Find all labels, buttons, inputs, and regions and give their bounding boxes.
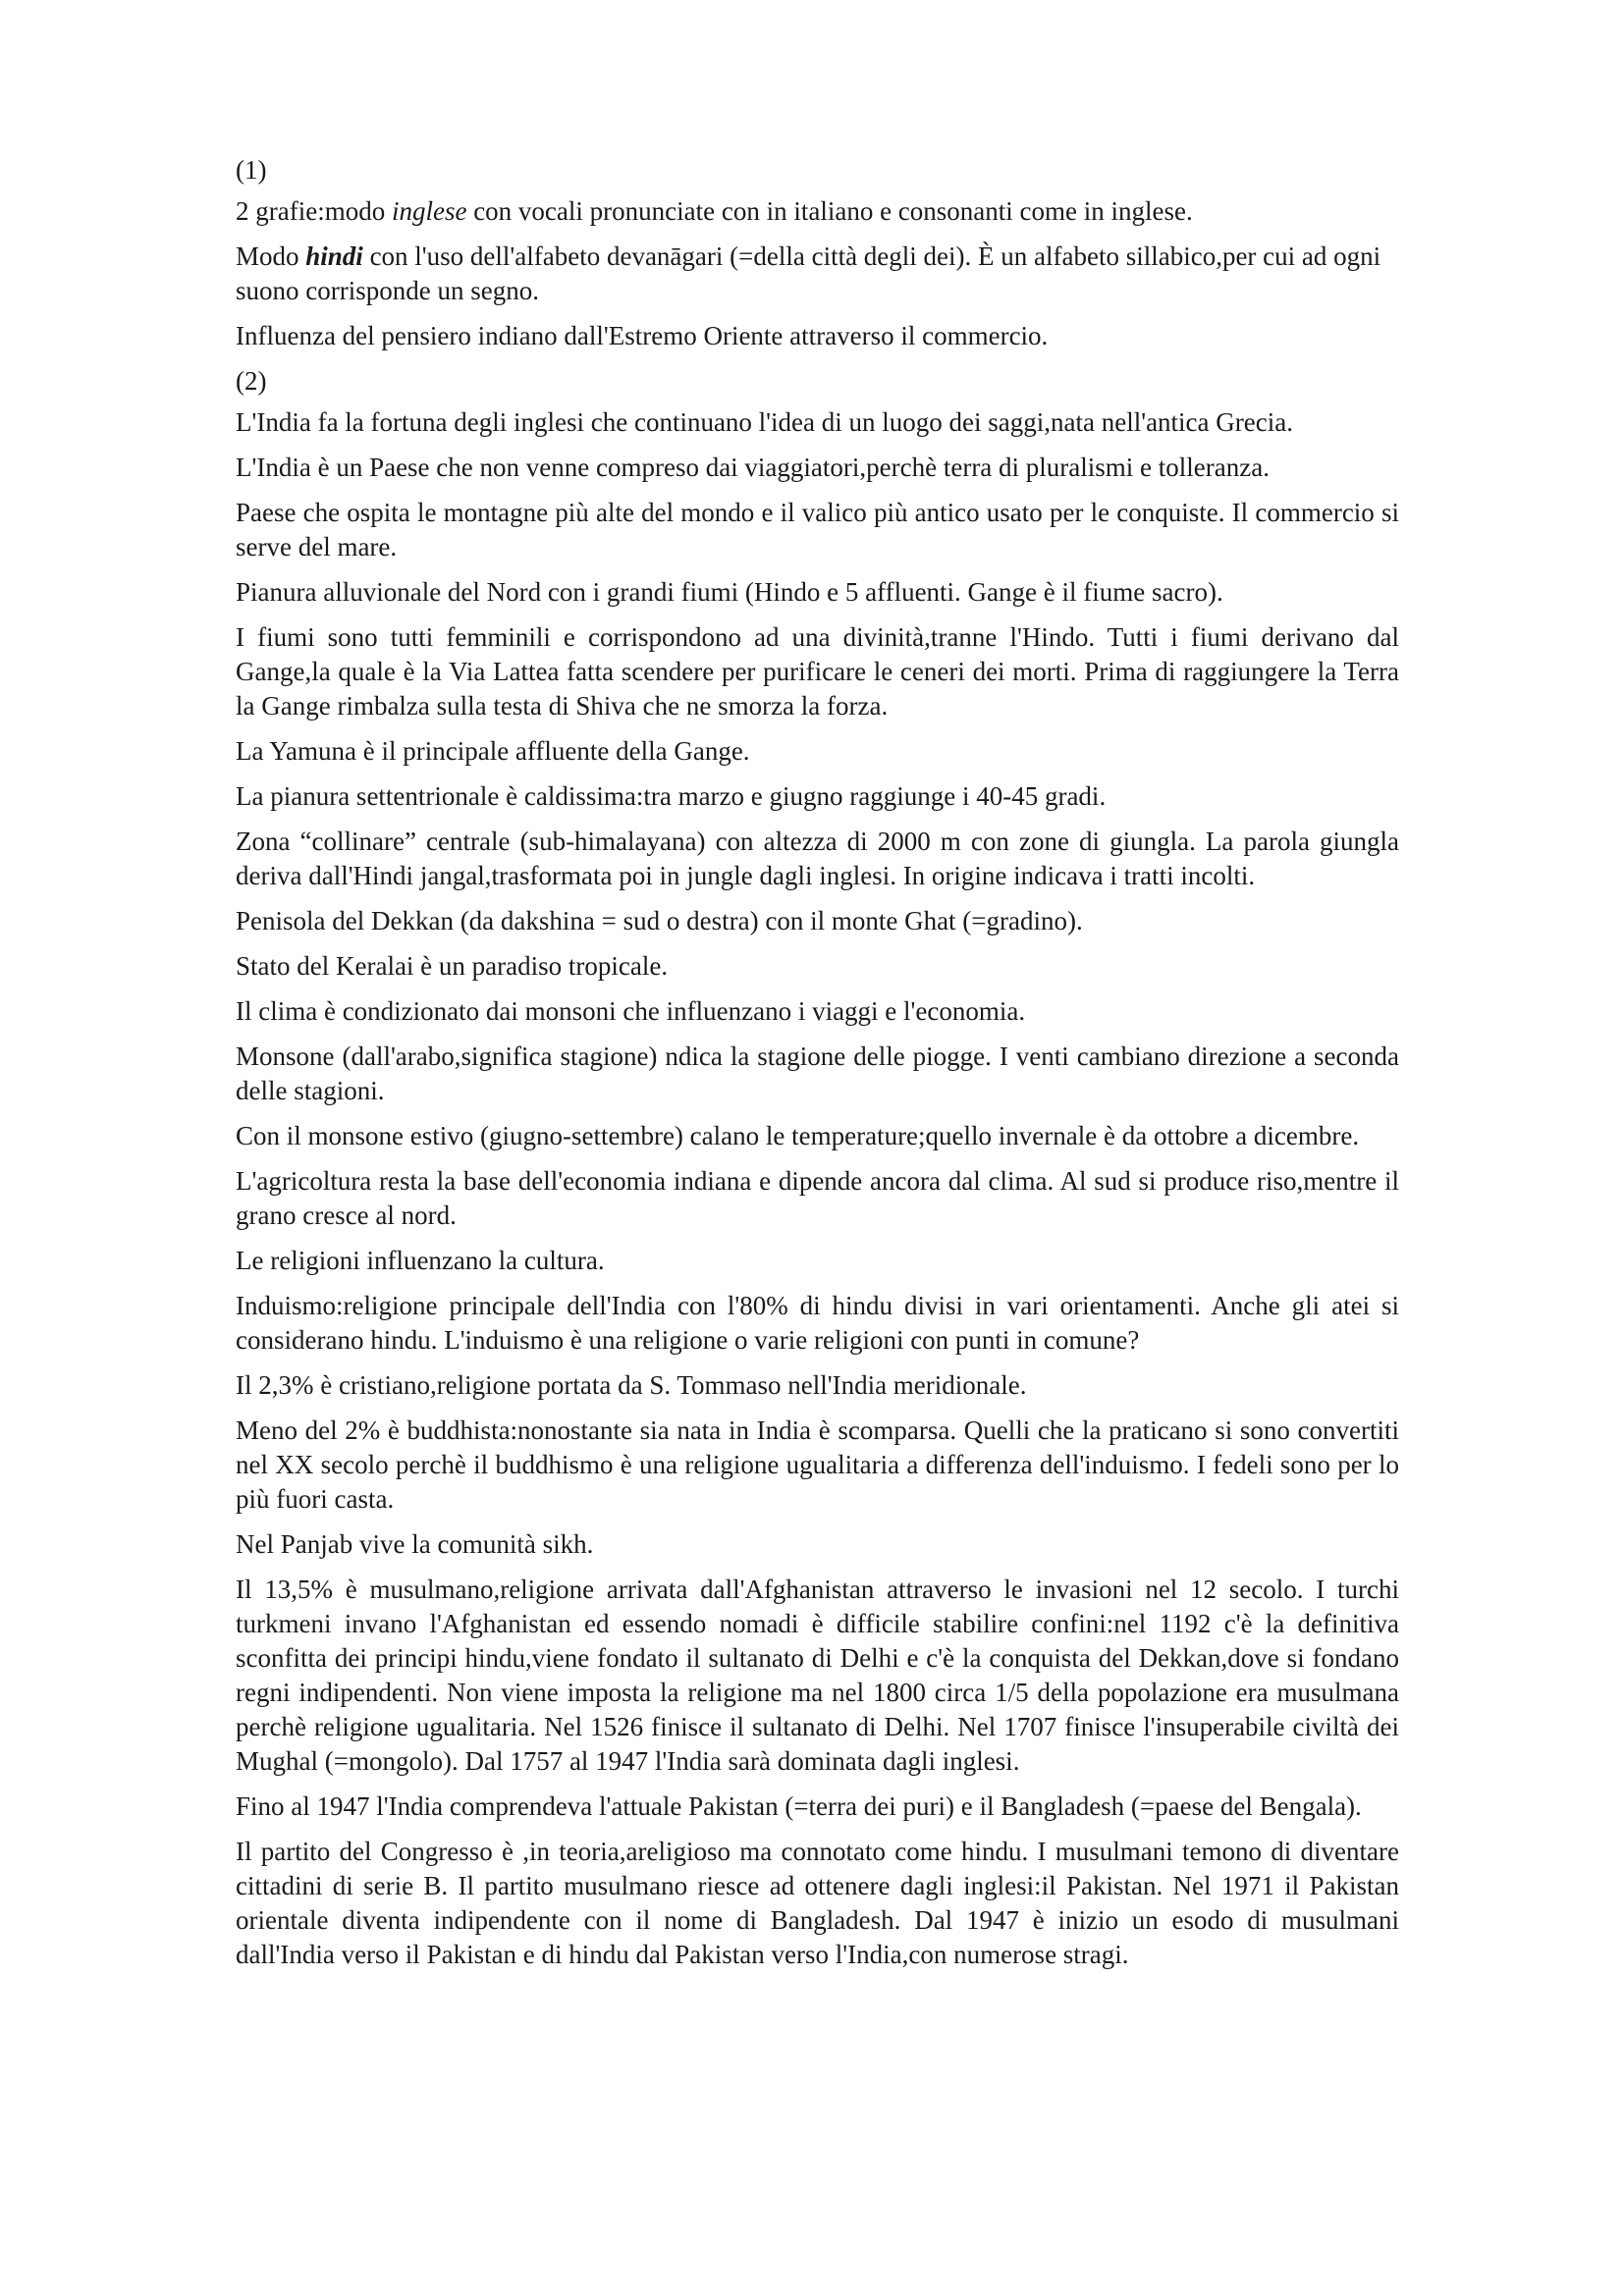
paragraph: L'India fa la fortuna degli inglesi che continuano l'idea di un luogo dei saggi,nata nell'antica Grecia. <box>236 407 1293 437</box>
paragraph: Meno del 2% è buddhista:nonostante sia nata in India è scomparsa. Quelli che la praticano si sono convertiti nel XX secolo perchè il buddhismo è una religione ugualitaria a differenza dell'induismo. I fedeli sono per lo più fuori casta. <box>236 1415 1399 1514</box>
paragraph-grafie: 2 grafie:modo inglese con vocali pronunciate con in italiano e consonanti come in inglese. <box>236 196 1193 226</box>
paragraph: Il clima è condizionato dai monsoni che influenzano i viaggi e l'economia. <box>236 996 1026 1026</box>
section-heading-2: (2) <box>236 366 267 396</box>
paragraph: Fino al 1947 l'India comprendeva l'attuale Pakistan (=terra dei puri) e il Bangladesh (=paese del Bengala). <box>236 1791 1362 1821</box>
paragraph: Con il monsone estivo (giugno-settembre) calano le temperature;quello invernale è da ottobre a dicembre. <box>236 1121 1360 1150</box>
paragraph: Il 13,5% è musulmano,religione arrivata dall'Afghanistan attraverso le invasioni nel 12 secolo. I turchi turkmeni invano l'Afghanistan ed essendo nomadi è difficile stabilire confini:nel 1192 c'è la definitiva sconfitta dei principi hindu,viene fondato il sultanato di Delhi e c'è la conquista del Dekkan,dove si fondano regni indipendenti. Non viene imposta la religione ma nel 1800 circa 1/5 della popolazione era musulmana perchè religione ugualitaria. Nel 1526 finisce il sultanato di Delhi. Nel 1707 finisce l'insuperabile civiltà dei Mughal (=mongolo). Dal 1757 al 1947 l'India sarà dominata dagli inglesi. <box>236 1575 1399 1776</box>
paragraph: Il 2,3% è cristiano,religione portata da S. Tommaso nell'India meridionale. <box>236 1370 1027 1400</box>
emphasis-inglese: inglese <box>391 196 467 226</box>
paragraph: Il partito del Congresso è ,in teoria,areligioso ma connotato come hindu. I musulmani temono di diventare cittadini di serie B. Il partito musulmano riesce ad ottenere dagli inglesi:il Pakistan. Nel 1971 il Pakistan orientale diventa indipendente con il nome di Bangladesh. Dal 1947 è inizio un esodo di musulmani dall'India verso il Pakistan e di hindu dal Pakistan verso l'India,con numerose stragi. <box>236 1837 1399 1969</box>
paragraph: Paese che ospita le montagne più alte del mondo e il valico più antico usato per le conquiste. Il commercio si serve del mare. <box>236 498 1399 561</box>
paragraph: Le religioni influenzano la cultura. <box>236 1246 605 1275</box>
paragraph: Induismo:religione principale dell'India con l'80% di hindu divisi in vari orientamenti. Anche gli atei si considerano hindu. L'induismo è una religione o varie religioni con punti in comune? <box>236 1291 1399 1355</box>
section-heading-1: (1) <box>236 155 267 185</box>
paragraph: Zona “collinare” centrale (sub-himalayana) con altezza di 2000 m con zone di giungla. La parola giungla deriva dall'Hindi jangal,trasformata poi in jungle dagli inglesi. In origine indicava i tratti incolti. <box>236 827 1399 890</box>
document-page <box>236 153 1399 1983</box>
paragraph: L'India è un Paese che non venne compreso dai viaggiatori,perchè terra di pluralismi e tolleranza. <box>236 453 1270 482</box>
paragraph: Nel Panjab vive la comunità sikh. <box>236 1529 594 1559</box>
paragraph: Monsone (dall'arabo,significa stagione) ndica la stagione delle piogge. I venti cambiano direzione a seconda delle stagioni. <box>236 1041 1399 1105</box>
paragraph: La Yamuna è il principale affluente della Gange. <box>236 736 750 766</box>
paragraph: La pianura settentrionale è caldissima:tra marzo e giugno raggiunge i 40-45 gradi. <box>236 781 1107 811</box>
paragraph-influenza: Influenza del pensiero indiano dall'Estremo Oriente attraverso il commercio. <box>236 321 1049 350</box>
paragraph-modo-hindi: Modo hindi con l'uso dell'alfabeto devanāgari (=della città degli dei). È un alfabeto sillabico,per cui ad ogni suono corrisponde un segno. <box>236 241 1381 305</box>
paragraph: Stato del Keralai è un paradiso tropicale. <box>236 951 669 981</box>
emphasis-hindi: hindi <box>305 241 363 271</box>
paragraph: Penisola del Dekkan (da dakshina = sud o destra) con il monte Ghat (=gradino). <box>236 906 1083 935</box>
paragraph: L'agricoltura resta la base dell'economia indiana e dipende ancora dal clima. Al sud si produce riso,mentre il grano cresce al nord. <box>236 1166 1399 1230</box>
paragraph: Pianura alluvionale del Nord con i grandi fiumi (Hindo e 5 affluenti. Gange è il fiume sacro). <box>236 577 1223 607</box>
paragraph: I fiumi sono tutti femminili e corrispondono ad una divinità,tranne l'Hindo. Tutti i fiumi derivano dal Gange,la quale è la Via Lattea fatta scendere per purificare le ceneri dei morti. Prima di raggiungere la Terra la Gange rimbalza sulla testa di Shiva che ne smorza la forza. <box>236 622 1399 721</box>
